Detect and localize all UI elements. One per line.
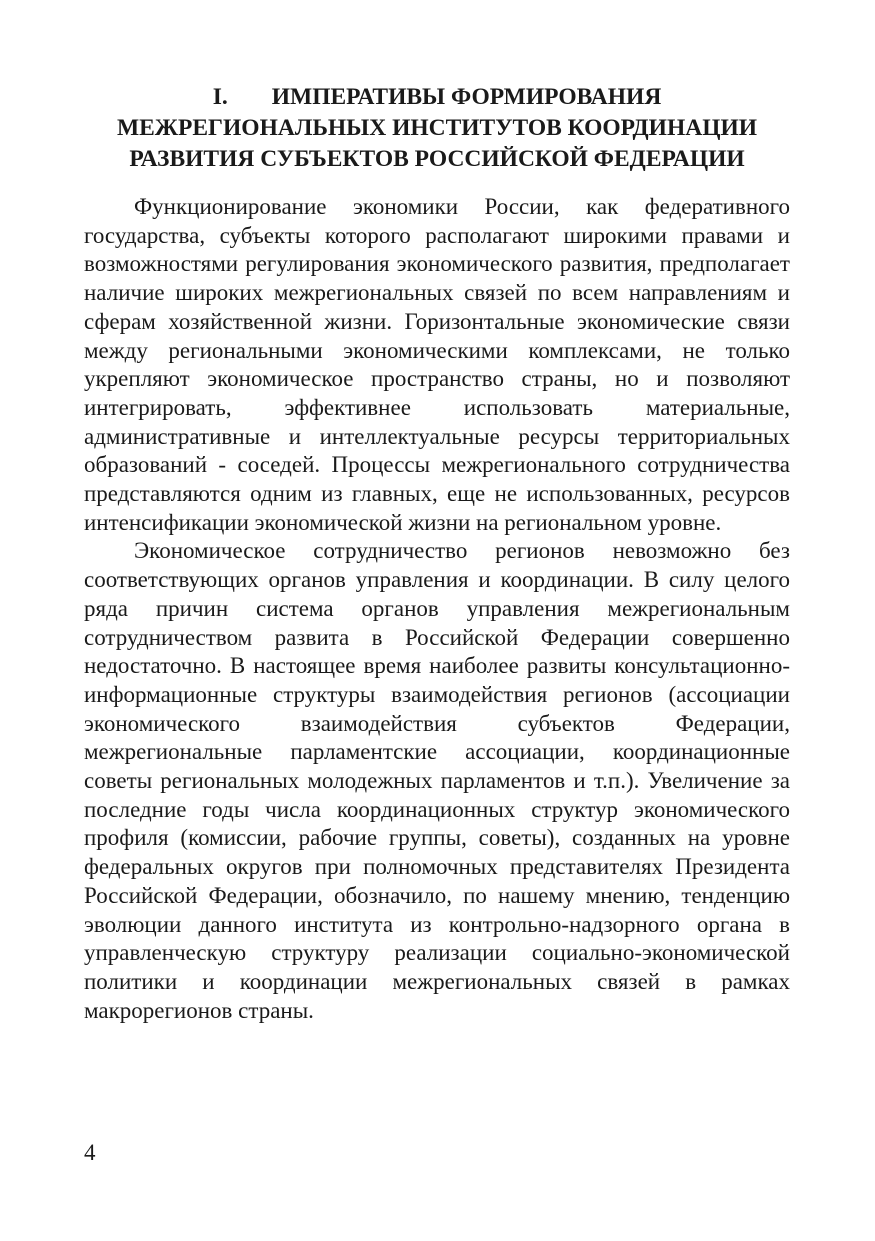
chapter-title-line-1: ИМПЕРАТИВЫ ФОРМИРОВАНИЯ xyxy=(271,84,662,110)
paragraph-1: Функционирование экономики России, как федеративного государства, субъекты которого располагают широкими правами и возможностями регулирования экономического развития, предполагает наличие широких межрегиональных связей по всем направлениям и сферам хозяйственной жизни. Горизонтальные экономические связи между региональными экономическими комплексами, не только укрепляют экономическое пространство страны, но и позволяют интегрировать, эффективнее использовать материальные, административные и интеллектуальные ресурсы территориальных образований - соседей. Процессы межрегионального сотрудничества представляются одним из главных, еще не использованных, ресурсов интенсификации экономической жизни на региональном уровне. xyxy=(84,194,790,535)
body-text xyxy=(84,193,790,1025)
chapter-title-line-3: РАЗВИТИЯ СУБЪЕКТОВ РОССИЙСКОЙ ФЕДЕРАЦИИ xyxy=(129,146,745,172)
chapter-title-line-2: МЕЖРЕГИОНАЛЬНЫХ ИНСТИТУТОВ КООРДИНАЦИИ xyxy=(116,115,758,141)
chapter-heading xyxy=(84,82,790,175)
chapter-number: I. xyxy=(212,84,228,110)
document-page xyxy=(84,82,790,1025)
chapter-heading-line-1 xyxy=(84,82,790,113)
page-number: 4 xyxy=(84,1140,96,1165)
paragraph-2: Экономическое сотрудничество регионов невозможно без соответствующих органов управления и координации. В силу целого ряда причин система органов управления межрегиональным сотрудничеством развита в Российской Федерации совершенно недостаточно. В настоящее время наиболее развиты консультационно-информационные структуры взаимодействия регионов (ассоциации экономического взаимодействия субъектов Федерации, межрегиональные парламентские ассоциации, координационные советы региональных молодежных парламентов и т.п.). Увеличение за последние годы числа координационных структур экономического профиля (комиссии, рабочие группы, советы), созданных на уровне федеральных округов при полномочных представителях Президента Российской Федерации, обозначило, по нашему мнению, тенденцию эволюции данного института из контрольно-надзорного органа в управленческую структуру реализации социально-экономической политики и координации межрегиональных связей в рамках макрорегионов страны. xyxy=(84,538,790,1023)
